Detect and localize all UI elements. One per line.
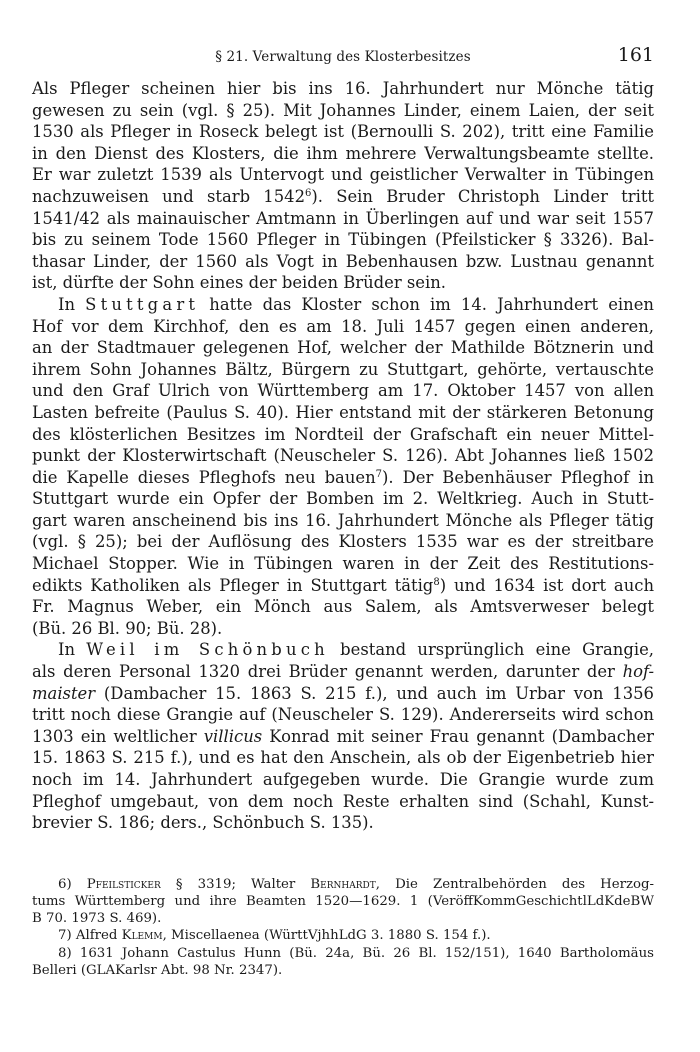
text-line: bis zu seinem Tode 1560 Pfleger in Tübingen (Pfeilsticker § 3326). Bal- bbox=[32, 230, 654, 250]
text-fragment: Alfred bbox=[75, 928, 118, 944]
text-fragment: nachzuweisen und starb 1542 bbox=[32, 186, 306, 206]
text-fragment: ). Sein Bruder Christoph Linder tritt bbox=[311, 186, 654, 206]
author-name: Bernhardt bbox=[310, 876, 376, 892]
text-line: (vgl. § 25); bei der Auflösung des Klosters 1535 war es der streitbare bbox=[32, 532, 654, 552]
footnotes bbox=[32, 876, 654, 979]
text-line: Lasten befreite (Paulus S. 40). Hier entstand mit der stärkeren Betonung bbox=[32, 402, 654, 422]
text-line: noch im 14. Jahrhundert aufgegeben wurde. Die Grangie wurde zum bbox=[32, 770, 654, 789]
text-fragment: hatte das Kloster schon im 14. Jahrhundert einen bbox=[209, 294, 654, 314]
page-number: 161 bbox=[617, 44, 654, 66]
text-line: tritt noch diese Grangie auf (Neuscheler S. 129). Andererseits wird schon bbox=[32, 705, 654, 725]
text-fragment: bestand ursprünglich eine Grangie, bbox=[340, 640, 654, 660]
text-fragment: ). Der Bebenhäuser Pfleghof in bbox=[382, 467, 655, 487]
text-line: Michael Stopper. Wie in Tübingen waren in der Zeit des Restitutions- bbox=[32, 554, 654, 574]
text-line bbox=[32, 661, 654, 683]
text-line bbox=[32, 467, 654, 489]
text-line: an der Stadtmauer gelegenen Hof, welcher der Mathilde Bötznerin und bbox=[32, 338, 654, 358]
text-line: gewesen zu sein (vgl. § 25). Mit Johannes Linder, einem Laien, der seit bbox=[32, 100, 654, 120]
text-line: ihrem Sohn Johannes Bältz, Bürgern zu Stuttgart, gehörte, vertauschte bbox=[32, 359, 654, 379]
text-fragment: edikts Katholiken als Pfleger in Stuttgart tätig bbox=[32, 575, 434, 595]
running-title: § 21. Verwaltung des Klosterbesitzes bbox=[215, 49, 471, 65]
text-line: des klösterlichen Besitzes im Nordteil der Grafschaft ein neuer Mittel- bbox=[32, 424, 654, 444]
text-fragment: 1631 Johann Castulus Hunn (Bü. 24a, Bü. 26 Bl. 152/151), 1640 Bartholomäus bbox=[79, 945, 654, 961]
text-line: Als Pfleger scheinen hier bis ins 16. Jahrhundert nur Mönche tätig bbox=[32, 79, 654, 98]
text-fragment: die Kapelle dieses Pfleghofs neu bauen bbox=[32, 467, 376, 487]
text-line bbox=[32, 683, 654, 705]
footnote-ref-7: 7 bbox=[375, 468, 383, 480]
text-fragment: , Die Zentralbehörden des Herzog- bbox=[375, 876, 655, 892]
term-hofmeister: maister bbox=[32, 683, 96, 703]
paragraph-3 bbox=[32, 639, 654, 833]
text-line: In Stuttgart hatte das Kloster schon im 14. Jahrhundert einen bbox=[58, 294, 654, 314]
footnote-line: 6) Pfeilsticker § 3319; Walter Bernhardt, Die Zentralbehörden des Herzog- bbox=[58, 876, 655, 892]
footnote-ref-8: 8 bbox=[433, 576, 440, 588]
place-name-weil-im-schoenbuch: Weil im Schönbuch bbox=[86, 640, 329, 660]
text-line: Er war zuletzt 1539 als Untervogt und geistlicher Verwalter in Tübingen bbox=[32, 165, 654, 185]
text-line: 15. 1863 S. 215 f.), und es hat den Anschein, als ob der Eigenbetrieb hier bbox=[32, 748, 654, 768]
paragraph-2 bbox=[32, 294, 654, 640]
text-line: ist, dürfte der Sohn eines der beiden Brüder sein. bbox=[32, 273, 447, 293]
footnote-line: B 70. 1973 S. 469). bbox=[32, 911, 162, 927]
paragraph-1 bbox=[32, 78, 654, 294]
text-line: thasar Linder, der 1560 als Vogt in Bebenhausen bzw. Lustnau genannt bbox=[32, 251, 654, 271]
footnote-8 bbox=[32, 945, 654, 979]
author-name: Pfeilsticker bbox=[86, 876, 161, 892]
text-fragment: , Miscellaenea (WürttVjhhLdG 3. 1880 S. 154 f.). bbox=[162, 928, 491, 944]
footnote-ref-6: 6 bbox=[305, 187, 312, 199]
text-fragment: ) und 1634 ist dort auch bbox=[439, 575, 654, 595]
text-line: brevier S. 186; ders., Schönbuch S. 135). bbox=[32, 813, 374, 833]
text-fragment: (Dambacher 15. 1863 S. 215 f.), und auch im Urbar von 1356 bbox=[103, 683, 654, 703]
text-line: in den Dienst des Klosters, die ihm mehrere Verwaltungsbeamte stellte. bbox=[32, 143, 654, 163]
place-name-stuttgart: Stuttgart bbox=[85, 294, 200, 314]
author-name: Klemm bbox=[121, 928, 163, 944]
text-line: Fr. Magnus Weber, ein Mönch aus Salem, als Amtsverweser belegt bbox=[32, 597, 654, 617]
text-line: 1530 als Pfleger in Roseck belegt ist (Bernoulli S. 202), tritt eine Familie bbox=[32, 122, 654, 142]
text-line: Hof vor dem Kirchhof, den es am 18. Juli 1457 gegen einen anderen, bbox=[32, 316, 654, 336]
footnote-mark: 6 bbox=[58, 876, 67, 892]
text-line: 1541/42 als mainauischer Amtmann in Überlingen auf und war seit 1557 bbox=[32, 208, 654, 228]
text-line: gart waren anscheinend bis ins 16. Jahrhundert Mönche als Pfleger tätig bbox=[32, 510, 654, 530]
footnote-mark: 8 bbox=[58, 945, 67, 961]
text-line bbox=[32, 575, 654, 597]
text-fragment: 1303 ein weltlicher bbox=[32, 726, 197, 746]
footnote-line: 8) 1631 Johann Castulus Hunn (Bü. 24a, Bü. 26 Bl. 152/151), 1640 Bartholomäus bbox=[58, 945, 654, 961]
text-line: Stuttgart wurde ein Opfer der Bomben im 2. Weltkrieg. Auch in Stutt- bbox=[32, 489, 654, 509]
running-head bbox=[32, 40, 654, 74]
footnote-mark: 7 bbox=[58, 928, 67, 944]
text-fragment: § 3319; Walter bbox=[175, 876, 296, 892]
text-line: punkt der Klosterwirtschaft (Neuscheler S. 126). Abt Johannes ließ 1502 bbox=[32, 446, 654, 466]
term-hofmeister: hof- bbox=[622, 662, 655, 682]
book-page bbox=[32, 40, 654, 979]
footnote-6 bbox=[32, 876, 654, 928]
text-line bbox=[32, 186, 654, 208]
text-line: In Weil im Schönbuch bestand ursprünglich eine Grangie, bbox=[58, 640, 654, 660]
text-line: Pfleghof umgebaut, von dem noch Reste erhalten sind (Schahl, Kunst- bbox=[32, 791, 654, 811]
footnote-line: Belleri (GLAKarlsr Abt. 98 Nr. 2347). bbox=[32, 962, 283, 978]
text-line: (Bü. 26 Bl. 90; Bü. 28). bbox=[32, 618, 223, 638]
body-text bbox=[32, 78, 654, 834]
text-fragment: als deren Personal 1320 drei Brüder genannt werden, darunter der bbox=[32, 662, 615, 682]
text-line bbox=[32, 726, 654, 748]
footnote-line: tums Württemberg und ihre Beamten 1520—1629. 1 (VeröffKommGeschichtlLdKdeBW bbox=[32, 893, 654, 909]
text-line: und den Graf Ulrich von Württemberg am 17. Oktober 1457 von allen bbox=[32, 381, 654, 401]
text-fragment: Konrad mit seiner Frau genannt (Dambacher bbox=[269, 726, 654, 746]
footnote-7 bbox=[32, 927, 654, 944]
footnote-line: 7) Alfred Klemm, Miscellaenea (WürttVjhhLdG 3. 1880 S. 154 f.). bbox=[58, 928, 491, 944]
term-villicus: villicus bbox=[203, 726, 263, 746]
